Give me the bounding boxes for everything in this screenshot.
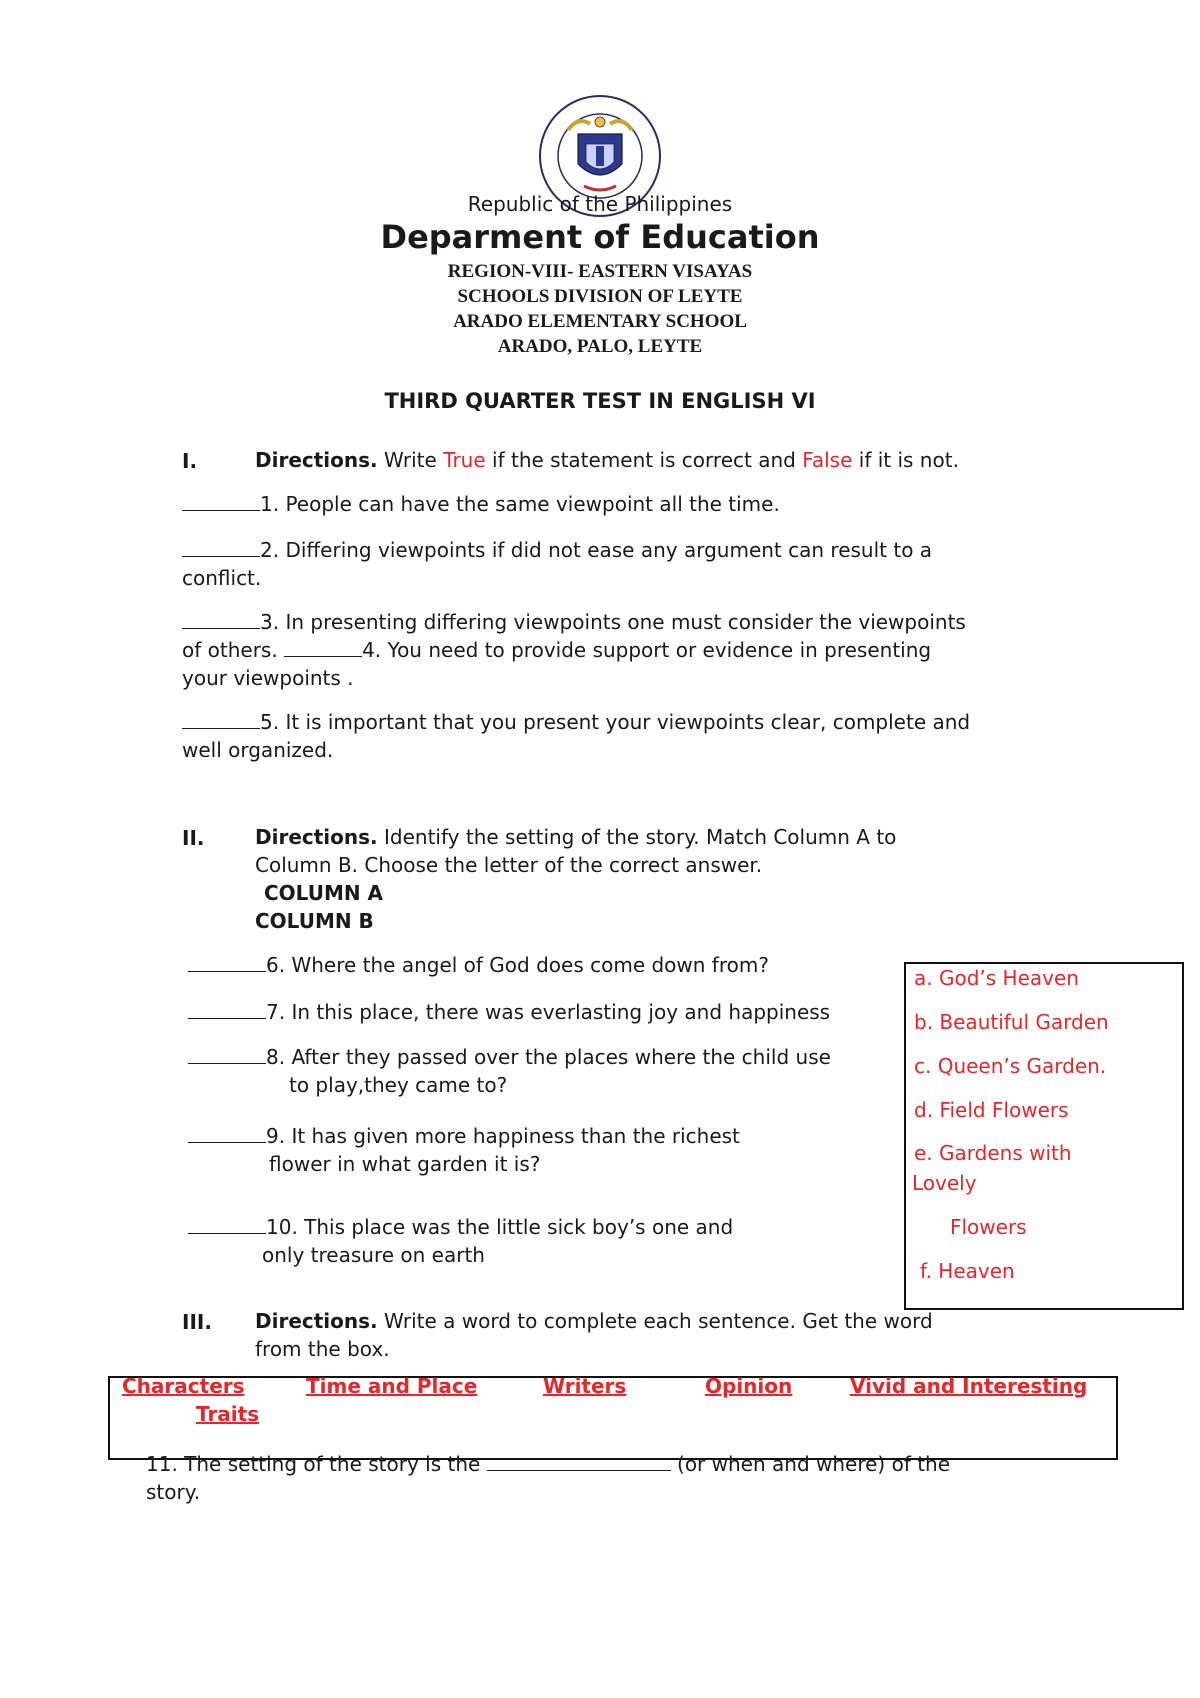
section-2-number: II. [182,826,205,850]
option-a: a. God’s Heaven [914,966,1079,990]
question-8: 8. After they passed over the places where the child use to play,they came to? [188,1043,896,1099]
column-b-label: COLUMN B [255,909,374,933]
region-label: REGION-VIII- EASTERN VISAYAS [447,261,753,282]
question-7: 7. In this place, there was everlasting joy and happiness [188,998,896,1026]
answer-blank[interactable] [188,1215,266,1234]
question-11: 11. The setting of the story is the (or when and where) of the story. [146,1452,951,1504]
address-label: ARADO, PALO, LEYTE [497,336,703,357]
question-1: 1. People can have the same viewpoint all the time. [182,490,780,518]
option-b: b. Beautiful Garden [914,1010,1109,1034]
option-e-line2: Lovely [912,1171,977,1195]
answer-blank[interactable] [188,1000,266,1019]
answer-blank[interactable] [188,1124,266,1143]
question-3-4: 3. In presenting differing viewpoints one must consider the viewpoints of others. 4. You need to provide support or evidence in presenting your viewpoints . [182,610,966,690]
word-time-and-place: Time and Place [306,1374,478,1398]
section-3-number: III. [182,1310,212,1334]
department-title: Deparment of Education [380,218,820,256]
answer-blank[interactable] [487,1452,671,1471]
answer-blank[interactable] [188,1045,266,1064]
question-9: 9. It has given more happiness than the richest flower in what garden it is? [188,1122,740,1178]
word-characters: Characters [122,1374,245,1398]
true-word: True [443,448,486,472]
question-6: 6. Where the angel of God does come down from? [188,951,769,979]
section-3-directions: Directions. Write a word to complete each sentence. Get the word from the box. [255,1309,933,1361]
answer-blank[interactable] [182,538,260,557]
republic-label: Republic of the Philippines [467,192,733,216]
answer-blank[interactable] [284,638,362,657]
school-label: ARADO ELEMENTARY SCHOOL [453,311,747,332]
word-writers: Writers [543,1374,627,1398]
answer-blank[interactable] [188,953,266,972]
answer-blank[interactable] [182,710,260,729]
directions-label: Directions. [255,448,378,472]
false-word: False [802,448,853,472]
question-2: 2. Differing viewpoints if did not ease any argument can result to a conflict. [182,538,933,590]
question-10: 10. This place was the little sick boy’s one and only treasure on earth [188,1213,733,1269]
option-c: c. Queen’s Garden. [914,1054,1107,1078]
test-title: THIRD QUARTER TEST IN ENGLISH VI [384,389,816,413]
column-a-label: COLUMN A [264,881,384,905]
answer-blank[interactable] [182,610,260,629]
word-vivid-and-interesting: Vivid and Interesting [850,1374,1088,1398]
section-1-directions: Directions. Write True if the statement is correct and False if it is not. [255,448,959,472]
word-opinion: Opinion [705,1374,793,1398]
option-d: d. Field Flowers [914,1098,1069,1122]
section-1-number: I. [182,449,198,473]
word-traits: Traits [196,1402,260,1426]
division-label: SCHOOLS DIVISION OF LEYTE [457,286,743,307]
answer-blank[interactable] [182,492,260,511]
question-5: 5. It is important that you present your viewpoints clear, complete and well organized. [182,710,971,762]
option-e-line3: Flowers [950,1215,1027,1239]
section-2-directions: Directions. Identify the setting of the story. Match Column A to Column B. Choose the letter of the correct answer. COLUMN A COLUMN B [255,825,897,933]
option-f: f. Heaven [920,1259,1015,1283]
option-e-line1: e. Gardens with [914,1141,1072,1165]
